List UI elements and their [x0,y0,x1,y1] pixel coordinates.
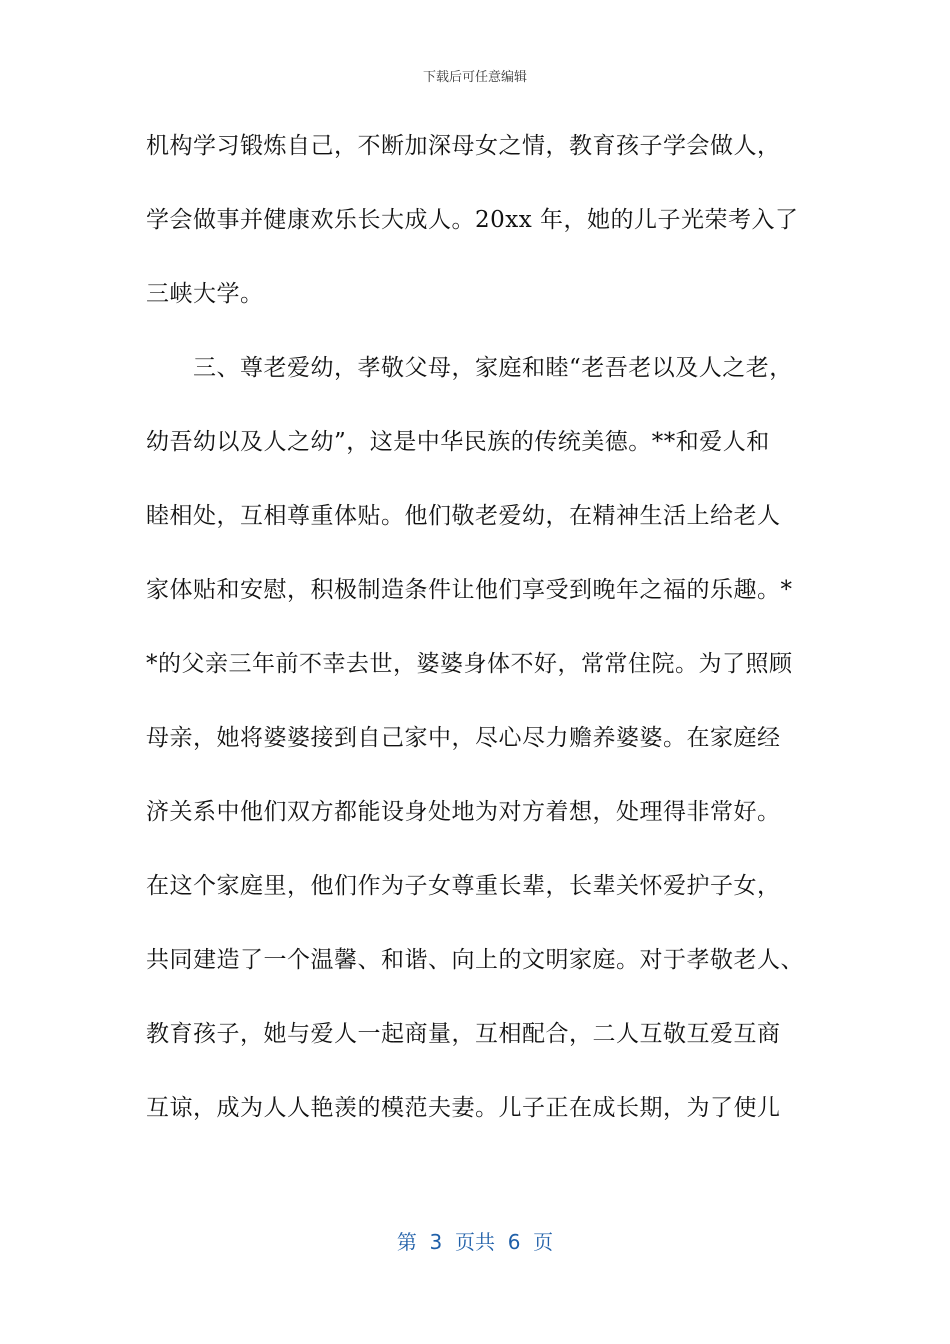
text-line: 教育孩子，她与爱人一起商量，互相配合，二人互敬互爱互商 [146,1021,781,1047]
text-line: *的父亲三年前不幸去世，婆婆身体不好，常常住院。为了照顾 [146,651,793,677]
text-line: 三峡大学。 [146,281,264,307]
text-line: 济关系中他们双方都能设身处地为对方着想，处理得非常好。 [146,799,781,825]
text-line: 共同建造了一个温馨、和谐、向上的文明家庭。对于孝敬老人、 [146,947,804,973]
page-header: 下载后可任意编辑 [422,70,527,85]
text-line: 母亲，她将婆婆接到自己家中，尽心尽力赡养婆婆。在家庭经 [146,725,781,751]
text-line: 学会做事并健康欢乐长大成人。20xx 年，她的儿子光荣考入了 [146,207,799,233]
text-line: 幼吾幼以及人之幼”，这是中华民族的传统美德。**和爱人和 [146,429,770,455]
page-footer: 第 3 页共 6 页 [396,1230,554,1254]
text-line: 家体贴和安慰，积极制造条件让他们享受到晚年之福的乐趣。* [146,577,793,603]
text-line: 机构学习锻炼自己，不断加深母女之情，教育孩子学会做人， [146,133,781,159]
text-line: 三、尊老爱幼，孝敬父母，家庭和睦“老吾老以及人之老， [146,355,793,381]
text-line: 睦相处，互相尊重体贴。他们敬老爱幼，在精神生活上给老人 [146,503,781,529]
text-line: 互谅，成为人人艳羡的模范夫妻。儿子正在成长期，为了使儿 [146,1095,781,1121]
text-line: 在这个家庭里，他们作为子女尊重长辈，长辈关怀爱护子女， [146,873,781,899]
